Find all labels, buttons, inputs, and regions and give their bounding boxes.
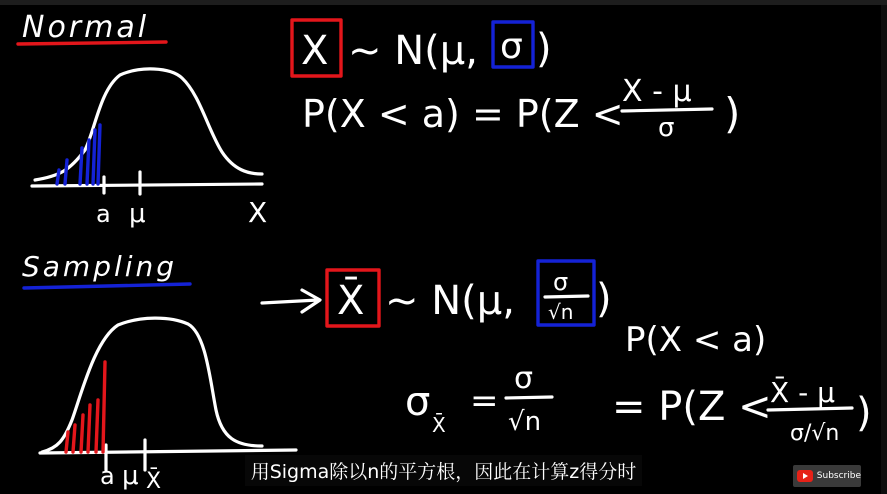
sigma-xbar-num: σ bbox=[514, 361, 534, 396]
normal-prob-den: σ bbox=[658, 113, 675, 143]
youtube-play-icon bbox=[797, 470, 813, 482]
normal-title: Normal bbox=[22, 10, 150, 45]
sampling-prob-close: ) bbox=[856, 390, 872, 436]
subtitle-caption bbox=[0, 455, 887, 486]
sampling-axis-a: a bbox=[100, 462, 115, 490]
normal-axis-ticks bbox=[104, 172, 140, 194]
sampling-formula-sigma: σ bbox=[553, 268, 569, 296]
sampling-axis-xbar: X̄ bbox=[146, 469, 162, 494]
normal-formula-close: ) bbox=[536, 26, 552, 72]
sampling-formula-sqrtn: √n bbox=[548, 300, 574, 324]
sampling-prob-fraction-bar bbox=[768, 408, 852, 410]
sampling-formula-rest: ~ N(μ, bbox=[385, 278, 515, 324]
sampling-axis-mu: μ bbox=[122, 461, 139, 491]
sampling-title-underline bbox=[24, 284, 190, 288]
normal-prob-fraction-bar bbox=[622, 109, 712, 111]
normal-prob-num: X - μ bbox=[622, 74, 692, 109]
sampling-sigma-fraction-bar bbox=[545, 296, 588, 297]
sigma-xbar-lhs: σ bbox=[405, 379, 431, 425]
sigma-xbar-subscript: X̄ bbox=[432, 413, 446, 437]
normal-prob-left: P(X < a) = P(Z < bbox=[302, 92, 624, 136]
sampling-formula-xbar: X̄ bbox=[337, 278, 365, 324]
normal-formula-rest: ~ N(μ, bbox=[348, 28, 478, 74]
sigma-xbar-equals: = bbox=[470, 381, 499, 421]
arrow-icon bbox=[262, 290, 320, 312]
subscribe-label: Subscribe bbox=[816, 471, 861, 481]
sampling-prob-right: = P(Z < bbox=[612, 384, 772, 430]
sampling-title: Sampling bbox=[22, 250, 178, 283]
caption-text: 用Sigma除以n的平方根，因此在计算z得分时 bbox=[245, 455, 643, 486]
sigma-xbar-den: √n bbox=[508, 407, 542, 437]
normal-axis-x: X bbox=[248, 196, 268, 229]
normal-shaded-area bbox=[57, 125, 100, 184]
subscribe-button[interactable] bbox=[793, 465, 861, 487]
sampling-prob-den: σ/√n bbox=[790, 421, 840, 446]
sampling-formula-close: ) bbox=[596, 276, 612, 322]
normal-axis-mu: μ bbox=[129, 199, 146, 229]
sampling-prob-num: X̄ - μ bbox=[770, 376, 835, 409]
normal-curve bbox=[35, 69, 262, 180]
sampling-axis bbox=[40, 450, 296, 453]
sigma-xbar-fraction-bar bbox=[506, 397, 552, 398]
normal-formula-sigma: σ bbox=[500, 26, 523, 67]
normal-title-underline bbox=[18, 42, 166, 44]
sampling-prob-small: P(X < a) bbox=[625, 320, 767, 360]
normal-axis-a: a bbox=[96, 200, 111, 228]
normal-prob-close: ) bbox=[724, 89, 741, 138]
normal-formula-x: X bbox=[301, 28, 329, 74]
